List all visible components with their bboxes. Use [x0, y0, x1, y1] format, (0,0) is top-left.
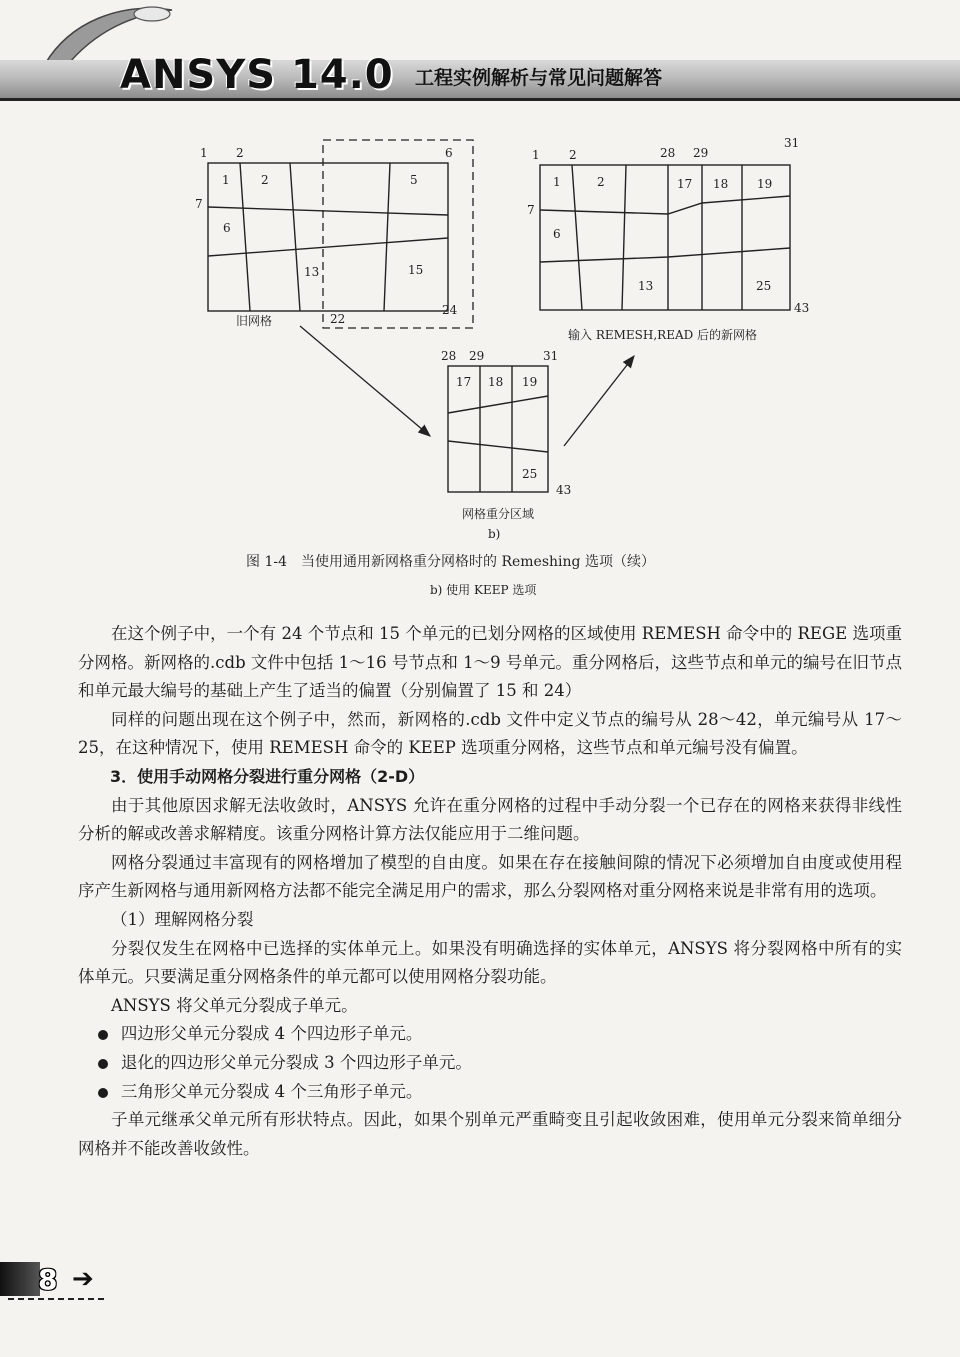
- book-subtitle: 工程实例解析与常见问题解答: [415, 67, 663, 89]
- figure-remeshing: [0, 130, 960, 610]
- old-mesh-node-label: 6: [445, 146, 453, 160]
- new-mesh-element-label: 18: [713, 177, 729, 191]
- new-mesh-node-label: 28: [660, 146, 676, 160]
- list-item: [78, 1049, 902, 1078]
- arrow-right-icon: ➔: [72, 1264, 94, 1294]
- paragraph: 网格分裂通过丰富现有的网格增加了模型的自由度。如果在存在接触间隙的情况下必须增加自由度或使用程序产生新网格与通用新网格方法都不能完全满足用户的需求，那么分裂网格对重分网格来说是非常有用的选项。: [78, 852, 902, 901]
- footer-dashed-rule: [8, 1298, 104, 1300]
- old-mesh-node-label: 24: [442, 303, 458, 317]
- list-item: [78, 1078, 902, 1107]
- arrow-region-to-new-icon: [564, 356, 634, 446]
- old-mesh-element-label: 5: [410, 173, 418, 187]
- remesh-region-node-label: 31: [543, 349, 559, 363]
- new-mesh-vline-1: [572, 165, 582, 310]
- old-mesh-node-label: 7: [195, 197, 203, 211]
- old-mesh-node-label: 2: [236, 146, 244, 160]
- new-mesh-node-label: 7: [527, 203, 535, 217]
- new-mesh-hline-1: [540, 196, 790, 214]
- remesh-region-hline-1: [448, 396, 548, 413]
- new-mesh-node-label: 29: [693, 146, 709, 160]
- new-mesh-node-label: 2: [569, 148, 577, 162]
- new-mesh-element-label: 1: [553, 175, 561, 189]
- remesh-region-hline-2: [448, 441, 548, 452]
- paragraph: 子单元继承父单元所有形状特点。因此，如果个别单元严重畸变且引起收敛困难，使用单元分裂来简单细分网格并不能改善收敛性。: [78, 1110, 902, 1158]
- figure-sub-caption: b) 使用 KEEP 选项: [430, 583, 537, 597]
- new-mesh-vline-2: [622, 165, 626, 310]
- paragraph: 同样的问题出现在这个例子中，然而，新网格的.cdb 文件中定义节点的编号从 28～42，单元编号从 17～25，在这种情况下，使用 REMESH 命令的 KEEP 选项重分网格，这些节点和单元编号没有偏置。: [78, 709, 902, 758]
- paragraph: 分裂仅发生在网格中已选择的实体单元上。如果没有明确选择的实体单元，ANSYS 将分裂网格中所有的实体单元。只要满足重分网格条件的单元都可以使用网格分裂功能。: [78, 938, 902, 987]
- section-heading: 3．使用手动网格分裂进行重分网格（2-D）: [110, 766, 425, 786]
- new-mesh-element-label: 2: [597, 175, 605, 189]
- bullet-list: [78, 1020, 902, 1106]
- footer-corner-block: [0, 1262, 40, 1296]
- paragraph: ANSYS 将父单元分裂成子单元。: [111, 995, 358, 1015]
- old-mesh-caption: 旧网格: [236, 314, 273, 328]
- page-header: [0, 0, 960, 120]
- new-mesh-node-label: 43: [794, 301, 810, 315]
- old-mesh-element-label: 15: [408, 263, 424, 277]
- new-mesh-element-label: 17: [677, 177, 693, 191]
- remesh-region-node-label: 28: [441, 349, 457, 363]
- old-mesh-hline-2: [208, 238, 448, 256]
- old-mesh-labels: [195, 146, 458, 328]
- old-mesh-element-label: 6: [223, 221, 231, 235]
- bullet-icon: [98, 1030, 108, 1040]
- list-item: [78, 1020, 902, 1049]
- old-mesh-vline-1: [240, 163, 250, 311]
- list-item-text: 四边形父单元分裂成 4 个四边形子单元。: [120, 1024, 423, 1044]
- remesh-region-labels: [441, 349, 571, 541]
- remesh-region-element-label: 18: [488, 375, 504, 389]
- remesh-region-element-label: 19: [522, 375, 538, 389]
- bullet-icon: [98, 1088, 108, 1098]
- figure-sub-label: b): [488, 527, 501, 541]
- page-number: 8: [38, 1263, 58, 1296]
- new-mesh-node-label: 31: [784, 136, 800, 150]
- old-mesh: [208, 140, 473, 328]
- arrow-old-to-region-icon: [300, 326, 430, 436]
- paragraph: 由于其他原因求解无法收敛时，ANSYS 允许在重分网格的过程中手动分裂一个已存在的网格来获得非线性分析的解或改善求解精度。该重分网格计算方法仅能应用于二维问题。: [78, 795, 902, 844]
- subsection-heading: （1）理解网格分裂: [111, 909, 254, 929]
- old-mesh-element-label: 1: [222, 173, 230, 187]
- new-mesh: [540, 165, 790, 310]
- remesh-region-node-label: 29: [469, 349, 485, 363]
- new-mesh-element-label: 25: [756, 279, 772, 293]
- mesh-diagram: [0, 130, 960, 610]
- new-mesh-node-label: 1: [532, 148, 540, 162]
- old-mesh-vline-3: [384, 163, 390, 311]
- bullet-icon: [98, 1059, 108, 1069]
- new-mesh-element-label: 13: [638, 279, 654, 293]
- remesh-region-caption: 网格重分区域: [462, 507, 535, 521]
- remesh-region-element-label: 17: [456, 375, 472, 389]
- old-mesh-node-label: 1: [200, 146, 208, 160]
- remesh-region-node-label: 43: [556, 483, 572, 497]
- old-mesh-element-label: 2: [261, 173, 269, 187]
- old-mesh-vline-2: [290, 163, 300, 311]
- book-title: ANSYS 14.0: [120, 52, 394, 98]
- body-text: [78, 620, 902, 1163]
- remesh-region-element-label: 25: [522, 467, 538, 481]
- figure-caption: 图 1-4 当使用通用新网格重分网格时的 Remeshing 选项（续）: [246, 554, 655, 570]
- new-mesh-element-label: 6: [553, 227, 561, 241]
- new-mesh-element-label: 19: [757, 177, 773, 191]
- list-item-text: 退化的四边形父单元分裂成 3 个四边形子单元。: [120, 1052, 472, 1072]
- paragraph: 在这个例子中，一个有 24 个节点和 15 个单元的已划分网格的区域使用 REMESH 命令中的 REGE 选项重分网格。新网格的.cdb 文件中包括 1～16 号节点和 1～9 号单元。重分网格后，这些节点和单元的编号在旧节点和单元最大编号的基础上产生了适当的偏置（分别偏置了 15 和 24）: [78, 624, 902, 701]
- old-mesh-node-label: 22: [330, 312, 346, 326]
- old-mesh-remesh-region-dashed: [323, 140, 473, 328]
- new-mesh-caption: 输入 REMESH,READ 后的新网格: [568, 328, 758, 342]
- list-item-text: 三角形父单元分裂成 4 个三角形子单元。: [120, 1081, 423, 1101]
- old-mesh-element-label: 13: [304, 265, 320, 279]
